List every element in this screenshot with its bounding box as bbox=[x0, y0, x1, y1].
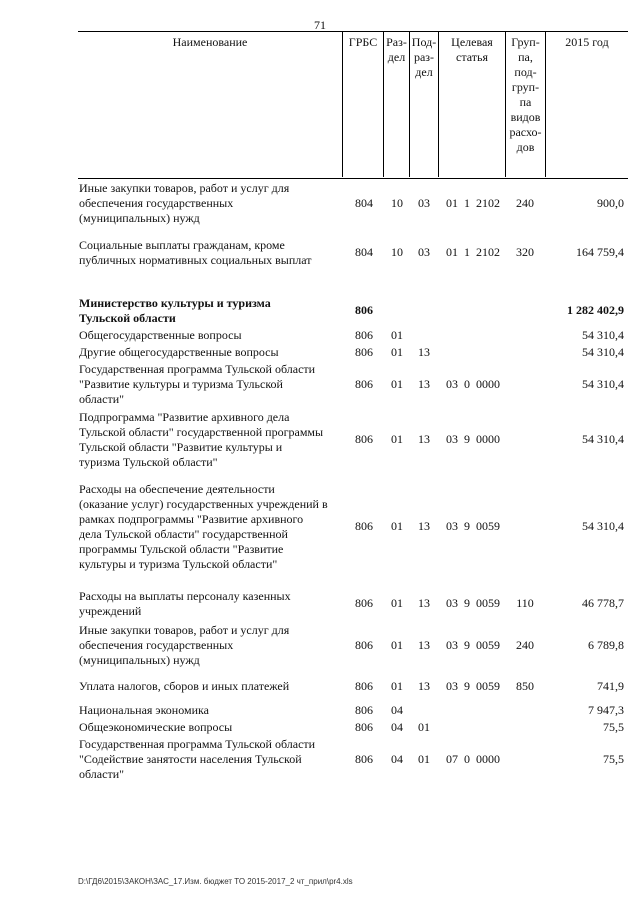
row-grbs: 804 bbox=[355, 196, 373, 210]
row-grbs: 806 bbox=[355, 752, 373, 766]
row-razdel: 01 bbox=[391, 679, 403, 693]
row-razdel: 01 bbox=[391, 638, 403, 652]
table-row bbox=[0, 589, 640, 619]
row-celevaya: 03 9 0059 bbox=[446, 679, 500, 693]
header-gruppa: Груп- па, под- груп- па видов расхо- дов bbox=[509, 35, 542, 154]
row-razdel: 01 bbox=[391, 432, 403, 446]
table-row bbox=[0, 679, 640, 694]
header-podrazdel: Под- раз- дел bbox=[411, 35, 437, 79]
row-podrazdel: 01 bbox=[418, 720, 430, 734]
row-celevaya: 03 9 0059 bbox=[446, 596, 500, 610]
row-name: Государственная программа Тульской области "Содействие занятости населения Тульской области" bbox=[79, 737, 316, 781]
table-row bbox=[0, 623, 640, 668]
row-celevaya: 03 9 0059 bbox=[446, 638, 500, 652]
row-name: Министерство культуры и туризма Тульской области bbox=[79, 296, 271, 325]
row-podrazdel: 13 bbox=[418, 596, 430, 610]
row-sum: 75,5 bbox=[603, 720, 624, 734]
row-sum: 54 310,4 bbox=[582, 432, 624, 446]
row-grbs: 806 bbox=[355, 432, 373, 446]
row-name: Общегосударственные вопросы bbox=[79, 328, 242, 342]
row-razdel: 04 bbox=[391, 703, 403, 717]
row-vid-rashodov: 240 bbox=[516, 196, 534, 210]
row-podrazdel: 03 bbox=[418, 196, 430, 210]
row-vid-rashodov: 240 bbox=[516, 638, 534, 652]
row-celevaya: 01 1 2102 bbox=[446, 196, 500, 210]
row-sum: 54 310,4 bbox=[582, 328, 624, 342]
row-podrazdel: 13 bbox=[418, 638, 430, 652]
row-name: Расходы на выплаты персоналу казенных учреждений bbox=[79, 589, 291, 618]
row-grbs: 806 bbox=[355, 679, 373, 693]
row-podrazdel: 13 bbox=[418, 679, 430, 693]
row-name: Иные закупки товаров, работ и услуг для обеспечения государственных (муниципальных) нужд bbox=[79, 623, 290, 667]
page-number: 71 bbox=[314, 18, 326, 32]
row-razdel: 01 bbox=[391, 596, 403, 610]
table-row bbox=[0, 482, 640, 572]
row-razdel: 01 bbox=[391, 328, 403, 342]
row-podrazdel: 13 bbox=[418, 345, 430, 359]
row-podrazdel: 13 bbox=[418, 377, 430, 391]
row-name: Подпрограмма "Развитие архивного дела Тульской области" государственной программы Тульской области "Развитие культуры и туризма Тульской области" bbox=[79, 410, 324, 469]
row-razdel: 01 bbox=[391, 377, 403, 391]
table-row bbox=[0, 703, 640, 718]
row-celevaya: 07 0 0000 bbox=[446, 752, 500, 766]
header-year: 2015 год bbox=[565, 35, 609, 49]
row-name: Общеэкономические вопросы bbox=[79, 720, 233, 734]
header-divider bbox=[342, 31, 343, 177]
row-name: Расходы на обеспечение деятельности (оказание услуг) государственных учреждений в рамках подпрограммы "Развитие архивного дела Тульской области" государственной программы Тульской области "Развитие культуры и туризма Тульской области" bbox=[79, 482, 328, 571]
header-name: Наименование bbox=[172, 35, 248, 49]
row-sum: 900,0 bbox=[597, 196, 624, 210]
row-grbs: 806 bbox=[355, 303, 373, 317]
row-razdel: 04 bbox=[391, 752, 403, 766]
row-razdel: 10 bbox=[391, 245, 403, 259]
header-grbs: ГРБС bbox=[348, 35, 378, 49]
row-sum: 54 310,4 bbox=[582, 519, 624, 533]
header-celevaya: Целевая статья bbox=[451, 35, 493, 64]
row-sum: 7 947,3 bbox=[588, 703, 624, 717]
row-sum: 6 789,8 bbox=[588, 638, 624, 652]
row-celevaya: 03 9 0059 bbox=[446, 519, 500, 533]
row-sum: 75,5 bbox=[603, 752, 624, 766]
row-grbs: 806 bbox=[355, 638, 373, 652]
table-row bbox=[0, 737, 640, 782]
row-celevaya: 01 1 2102 bbox=[446, 245, 500, 259]
row-grbs: 806 bbox=[355, 720, 373, 734]
row-name: Социальные выплаты гражданам, кроме публичных нормативных социальных выплат bbox=[79, 238, 312, 267]
row-sum: 46 778,7 bbox=[582, 596, 624, 610]
row-podrazdel: 13 bbox=[418, 519, 430, 533]
table-row bbox=[0, 238, 640, 268]
row-podrazdel: 01 bbox=[418, 752, 430, 766]
table-row bbox=[0, 410, 640, 470]
file-path-footer: D:\ГД6\2015\ЗАКОН\ЗАС_17.Изм. бюджет ТО 2015-2017_2 чт_прил\pr4.xls bbox=[78, 877, 353, 886]
row-grbs: 806 bbox=[355, 596, 373, 610]
table-row bbox=[0, 328, 640, 343]
row-podrazdel: 03 bbox=[418, 245, 430, 259]
table-row bbox=[0, 362, 640, 407]
table-row bbox=[0, 720, 640, 735]
row-razdel: 04 bbox=[391, 720, 403, 734]
row-razdel: 01 bbox=[391, 345, 403, 359]
row-sum: 54 310,4 bbox=[582, 377, 624, 391]
header-divider bbox=[545, 31, 546, 177]
row-sum: 1 282 402,9 bbox=[567, 303, 624, 317]
row-grbs: 804 bbox=[355, 245, 373, 259]
row-name: Другие общегосударственные вопросы bbox=[79, 345, 279, 359]
row-razdel: 10 bbox=[391, 196, 403, 210]
row-sum: 741,9 bbox=[597, 679, 624, 693]
row-razdel: 01 bbox=[391, 519, 403, 533]
table-row bbox=[0, 345, 640, 360]
row-grbs: 806 bbox=[355, 345, 373, 359]
row-sum: 54 310,4 bbox=[582, 345, 624, 359]
row-podrazdel: 13 bbox=[418, 432, 430, 446]
row-grbs: 806 bbox=[355, 703, 373, 717]
row-vid-rashodov: 110 bbox=[516, 596, 534, 610]
header-razdel: Раз- дел bbox=[386, 35, 407, 64]
table-row bbox=[0, 181, 640, 226]
row-name: Национальная экономика bbox=[79, 703, 209, 717]
row-grbs: 806 bbox=[355, 377, 373, 391]
row-celevaya: 03 9 0000 bbox=[446, 432, 500, 446]
row-name: Государственная программа Тульской области "Развитие культуры и туризма Тульской области" bbox=[79, 362, 316, 406]
row-vid-rashodov: 320 bbox=[516, 245, 534, 259]
row-grbs: 806 bbox=[355, 519, 373, 533]
row-sum: 164 759,4 bbox=[576, 245, 624, 259]
row-celevaya: 03 0 0000 bbox=[446, 377, 500, 391]
row-name: Иные закупки товаров, работ и услуг для обеспечения государственных (муниципальных) нужд bbox=[79, 181, 290, 225]
row-name: Уплата налогов, сборов и иных платежей bbox=[79, 679, 290, 693]
table-row bbox=[0, 296, 640, 326]
row-grbs: 806 bbox=[355, 328, 373, 342]
row-vid-rashodov: 850 bbox=[516, 679, 534, 693]
